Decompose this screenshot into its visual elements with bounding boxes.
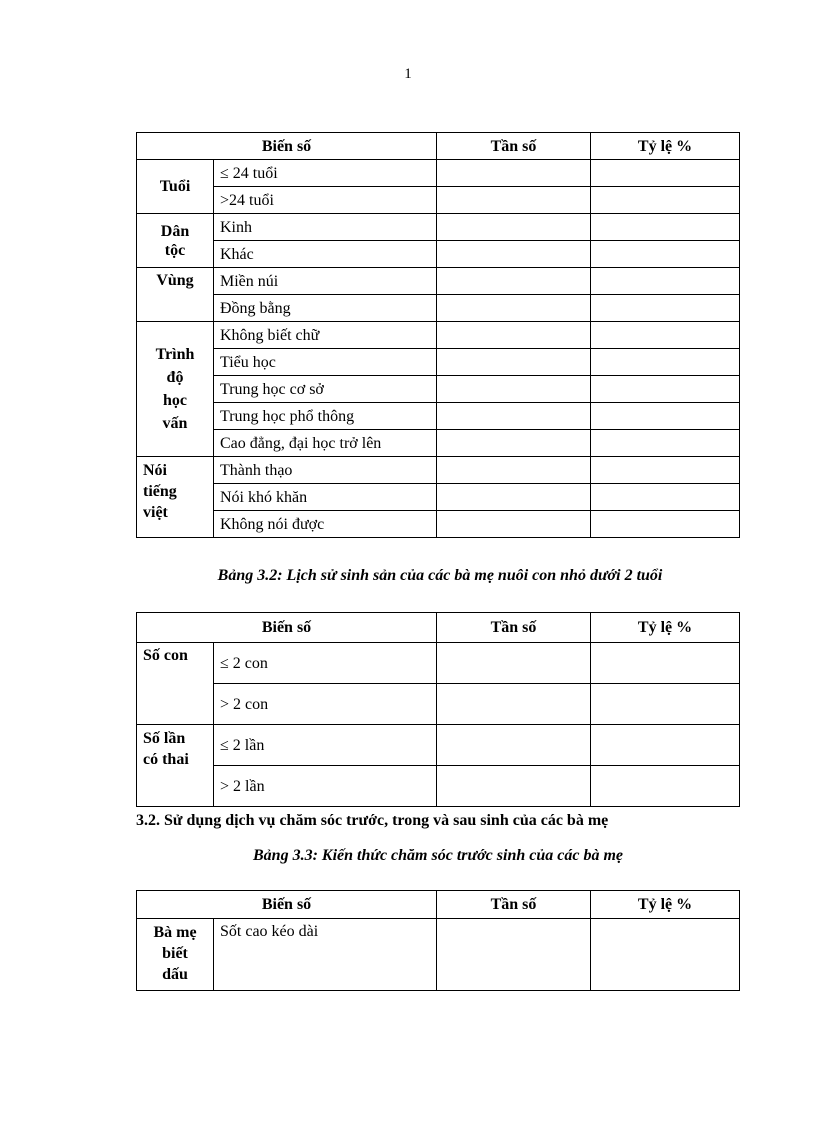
percent-cell bbox=[591, 295, 740, 322]
table-row bbox=[137, 322, 740, 349]
header-percent: Tỷ lệ % bbox=[591, 891, 740, 919]
percent-cell bbox=[591, 511, 740, 538]
percent-cell bbox=[591, 484, 740, 511]
row-label: Không nói được bbox=[214, 511, 437, 538]
frequency-cell bbox=[437, 457, 591, 484]
table-row bbox=[137, 511, 740, 538]
header-frequency: Tần số bbox=[437, 613, 591, 643]
percent-cell bbox=[591, 403, 740, 430]
percent-cell bbox=[591, 457, 740, 484]
frequency-cell bbox=[437, 725, 591, 766]
frequency-cell bbox=[437, 766, 591, 807]
header-frequency: Tần số bbox=[437, 891, 591, 919]
row-label: Kinh bbox=[214, 214, 437, 241]
table-row bbox=[137, 725, 740, 766]
frequency-cell bbox=[437, 919, 591, 991]
percent-cell bbox=[591, 349, 740, 376]
header-percent: Tỷ lệ % bbox=[591, 613, 740, 643]
table-header-row bbox=[137, 613, 740, 643]
row-label: Tiểu học bbox=[214, 349, 437, 376]
frequency-cell bbox=[437, 684, 591, 725]
table-row bbox=[137, 241, 740, 268]
percent-cell bbox=[591, 187, 740, 214]
table-header-row bbox=[137, 133, 740, 160]
percent-cell bbox=[591, 725, 740, 766]
header-variable: Biến số bbox=[137, 133, 437, 160]
header-variable: Biến số bbox=[137, 613, 437, 643]
table-row bbox=[137, 268, 740, 295]
row-label: Thành thạo bbox=[214, 457, 437, 484]
row-label: > 2 lần bbox=[214, 766, 437, 807]
table-row bbox=[137, 214, 740, 241]
row-label: Trung học cơ sở bbox=[214, 376, 437, 403]
frequency-cell bbox=[437, 241, 591, 268]
antenatal-knowledge-table bbox=[136, 890, 740, 991]
group-label-region: Vùng bbox=[137, 268, 214, 322]
table-row bbox=[137, 349, 740, 376]
percent-cell bbox=[591, 268, 740, 295]
frequency-cell bbox=[437, 160, 591, 187]
row-label: ≤ 24 tuổi bbox=[214, 160, 437, 187]
frequency-cell bbox=[437, 187, 591, 214]
group-label-vietnamese: Nói tiếng việt bbox=[137, 457, 214, 538]
percent-cell bbox=[591, 160, 740, 187]
percent-cell bbox=[591, 376, 740, 403]
percent-cell bbox=[591, 684, 740, 725]
frequency-cell bbox=[437, 484, 591, 511]
page-number: 1 bbox=[404, 66, 412, 82]
row-label: Cao đẳng, đại học trở lên bbox=[214, 430, 437, 457]
percent-cell bbox=[591, 643, 740, 684]
percent-cell bbox=[591, 766, 740, 807]
row-label: ≤ 2 lần bbox=[214, 725, 437, 766]
row-label: Không biết chữ bbox=[214, 322, 437, 349]
group-label-age: Tuổi bbox=[137, 160, 214, 214]
row-label: Khác bbox=[214, 241, 437, 268]
table-row bbox=[137, 684, 740, 725]
table-row bbox=[137, 295, 740, 322]
frequency-cell bbox=[437, 430, 591, 457]
percent-cell bbox=[591, 322, 740, 349]
frequency-cell bbox=[437, 643, 591, 684]
table-row bbox=[137, 403, 740, 430]
table-row bbox=[137, 457, 740, 484]
table-row bbox=[137, 766, 740, 807]
header-frequency: Tần số bbox=[437, 133, 591, 160]
row-label: Sốt cao kéo dài bbox=[214, 919, 437, 991]
frequency-cell bbox=[437, 403, 591, 430]
row-label: > 2 con bbox=[214, 684, 437, 725]
table-caption-3-3: Bảng 3.3: Kiến thức chăm sóc trước sinh của các bà mẹ bbox=[253, 847, 623, 864]
row-label: ≤ 2 con bbox=[214, 643, 437, 684]
table-row bbox=[137, 430, 740, 457]
percent-cell bbox=[591, 241, 740, 268]
row-label: Miền núi bbox=[214, 268, 437, 295]
demographics-table bbox=[136, 132, 740, 538]
table-row bbox=[137, 919, 740, 991]
frequency-cell bbox=[437, 349, 591, 376]
frequency-cell bbox=[437, 268, 591, 295]
row-label: >24 tuổi bbox=[214, 187, 437, 214]
table-caption-3-2: Bảng 3.2: Lịch sử sinh sản của các bà mẹ nuôi con nhỏ dưới 2 tuổi bbox=[217, 567, 663, 584]
table-row bbox=[137, 376, 740, 403]
group-label-ethnicity: Dân tộc bbox=[137, 214, 214, 268]
table-row bbox=[137, 187, 740, 214]
section-heading-3-2: 3.2. Sử dụng dịch vụ chăm sóc trước, trong và sau sinh của các bà mẹ bbox=[136, 812, 609, 829]
table-row bbox=[137, 160, 740, 187]
header-percent: Tỷ lệ % bbox=[591, 133, 740, 160]
group-label-pregnancies: Số lần có thai bbox=[137, 725, 214, 807]
frequency-cell bbox=[437, 376, 591, 403]
group-label-mother-knows-signs: Bà mẹ biết dấu bbox=[137, 919, 214, 991]
table-row bbox=[137, 484, 740, 511]
group-label-children: Số con bbox=[137, 643, 214, 725]
table-row bbox=[137, 643, 740, 684]
frequency-cell bbox=[437, 214, 591, 241]
frequency-cell bbox=[437, 322, 591, 349]
table-header-row bbox=[137, 891, 740, 919]
percent-cell bbox=[591, 214, 740, 241]
percent-cell bbox=[591, 919, 740, 991]
frequency-cell bbox=[437, 295, 591, 322]
frequency-cell bbox=[437, 511, 591, 538]
percent-cell bbox=[591, 430, 740, 457]
row-label: Trung học phổ thông bbox=[214, 403, 437, 430]
row-label: Nói khó khăn bbox=[214, 484, 437, 511]
reproductive-history-table bbox=[136, 612, 740, 807]
group-label-education: Trình độ học vấn bbox=[137, 322, 214, 457]
header-variable: Biến số bbox=[137, 891, 437, 919]
row-label: Đồng bằng bbox=[214, 295, 437, 322]
